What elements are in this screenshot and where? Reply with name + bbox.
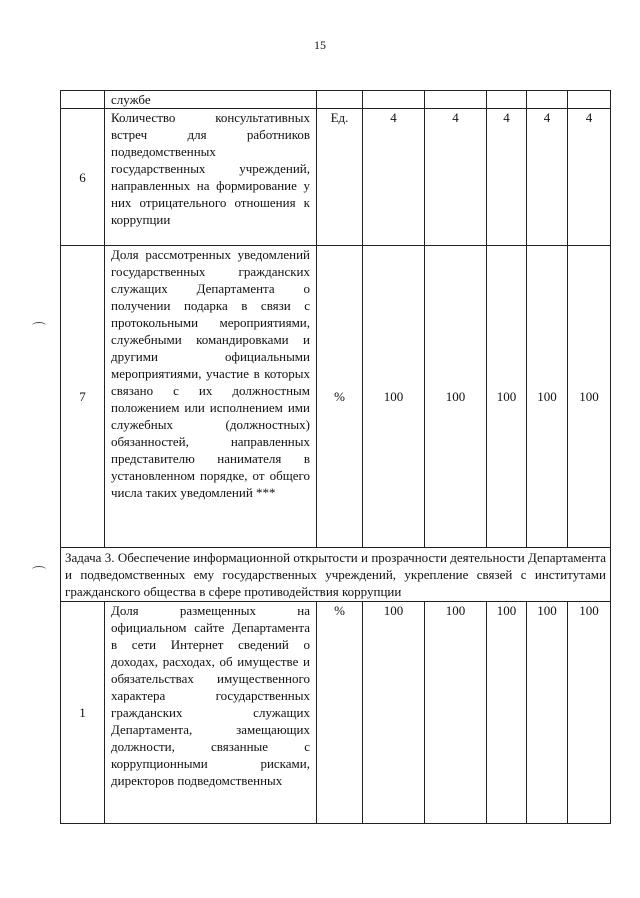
indicator-text: службе [105,91,317,109]
value-cell [487,91,527,109]
value-cell: 4 [527,109,568,246]
value-cell: 100 [487,246,527,548]
value-cell: 100 [487,602,527,824]
value-cell: 100 [363,246,425,548]
unit-cell: % [317,246,363,548]
value-cell: 100 [527,246,568,548]
indicator-text: Количество консультативных встреч для работников подведомственных государственных учреждений, направленных на формирование у них отрицательного отношения к коррупции [105,109,317,246]
page-number: 15 [314,38,326,52]
indicator-text: Доля рассмотренных уведомлений государственных гражданских служащих Департамента о получении подарка в связи с протокольными мероприятиями, служебными командировками и другими официальными мероприятиями, участие в которых связано с их должностным положением или исполнением ими служебных (должностных) обязанностей, направленных представителю нанимателя в установленном порядке, от общего числа таких уведомлений *** [105,246,317,548]
value-cell: 100 [363,602,425,824]
task-row [61,548,611,602]
margin-mark [32,566,46,573]
value-cell [425,91,487,109]
value-cell [527,91,568,109]
table-row [61,602,611,824]
value-cell: 100 [527,602,568,824]
value-cell: 100 [425,246,487,548]
unit-cell: Ед. [317,109,363,246]
value-cell: 4 [425,109,487,246]
value-cell: 100 [568,602,611,824]
value-cell [363,91,425,109]
task-heading: Задача 3. Обеспечение информационной открытости и прозрачности деятельности Департамента и подведомственных ему государственных учреждений, укрепление связей с институтами гражданского общества в сфере противодействия коррупции [61,548,611,602]
margin-mark [32,322,46,329]
table-row [61,246,611,548]
row-number [61,91,105,109]
row-number: 6 [61,109,105,246]
indicators-table [60,90,611,824]
table-row [61,91,611,109]
value-cell: 4 [568,109,611,246]
value-cell: 4 [363,109,425,246]
value-cell: 4 [487,109,527,246]
table-row [61,109,611,246]
value-cell: 100 [568,246,611,548]
unit-cell: % [317,602,363,824]
value-cell [568,91,611,109]
row-number: 1 [61,602,105,824]
indicator-text: Доля размещенных на официальном сайте Департамента в сети Интернет сведений о доходах, расходах, об имуществе и обязательствах имущественного характера государственных гражданских служащих Департамента, замещающих должности, связанные с коррупционными рисками, директоров подведомственных [105,602,317,824]
row-number: 7 [61,246,105,548]
value-cell: 100 [425,602,487,824]
unit-cell [317,91,363,109]
